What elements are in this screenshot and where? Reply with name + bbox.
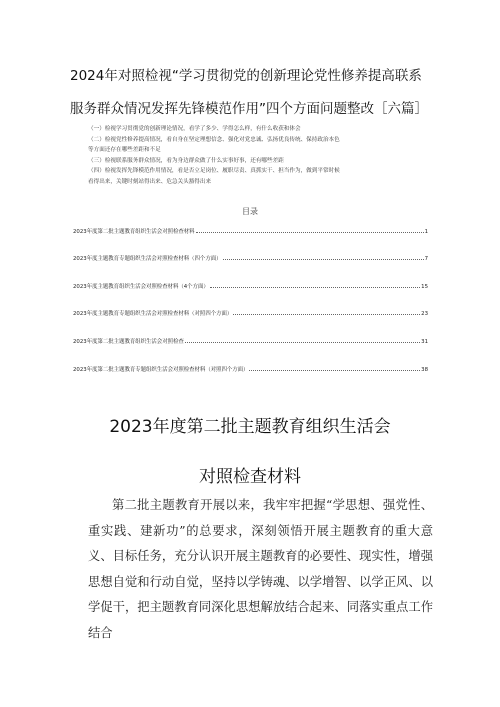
toc-entry-title: 2023年度主题教育专题组织生活会对照检查材料（四个方面） <box>73 256 222 262</box>
toc-entry-title: 2023年度第二批主题教育组织生活会对照检查 <box>73 339 184 345</box>
toc-entry-title: 2023年度第二批主题教育专题组织生活会对照检查材料（对照四个方面） <box>73 367 249 373</box>
toc-entry-page: 23 <box>421 311 428 317</box>
toc-entry[interactable] <box>73 335 428 345</box>
document-title-line-2: 服务群众情况发挥先锋模范作用”四个方面问题整改［六篇］ <box>70 101 428 117</box>
toc-entry-page: 15 <box>421 284 428 290</box>
toc-entry-title: 2023年度主题教育专题组织生活会对照检查材料（对照四个方面） <box>73 311 233 317</box>
toc-entry[interactable] <box>73 363 428 373</box>
intro-line: （二）检视党性修养提高情况，看自身在坚定理想信念、强化对党忠诚、弘扬优良传统、保持政治本色 <box>88 136 340 143</box>
toc-entry-page: 31 <box>421 339 428 345</box>
body-paragraph: 第二批主题教育开展以来，我牢牢把握“学思想、强党性、重实践、建新功”的总要求，深刻领悟开展主题教育的重大意义、目标任务，充分认识开展主题教育的必要性、现实性，增强思想自觉和行动自觉，坚持以学铸魂、以学增智、以学正风、以学促干，把主题教育同深化思想解放结合起来、同落实重点工作结合 <box>88 498 433 640</box>
document-title-line-1: 2024年对照检视“学习贯彻党的创新理论党性修养提高联系 <box>70 68 422 84</box>
toc-leader-dots <box>185 341 420 343</box>
toc-entry-page: 7 <box>424 256 428 262</box>
toc-entry[interactable] <box>73 225 428 235</box>
intro-line: （一）检视学习贯彻党的创新理论情况，看学了多少、学得怎么样，有什么收获和体会 <box>88 126 301 132</box>
toc-entry[interactable] <box>73 252 428 262</box>
toc-entry[interactable] <box>73 280 428 290</box>
toc-entry[interactable] <box>73 307 428 317</box>
toc-leader-dots <box>223 258 424 260</box>
intro-line: 看得出来，关键时刻站得出来、危急关头豁得出来 <box>88 178 212 185</box>
toc-leader-dots <box>210 286 420 288</box>
toc-entry-page: 38 <box>421 367 428 373</box>
section-title-line-2: 对照检查材料 <box>199 467 301 487</box>
toc-entry-title: 2023年度主题教育组织生活会对照检查材料（4个方面） <box>73 284 209 290</box>
intro-line: （三）检视联系服务群众情况，看为身边群众做了什么实事好事，还有哪些差距 <box>88 157 284 164</box>
section-title-line-1: 2023年度第二批主题教育组织生活会 <box>109 417 391 437</box>
intro-block <box>88 124 428 187</box>
toc-heading: 目录 <box>242 207 258 216</box>
toc-entry-title: 2023年度第二批主题教育组织生活会对照检查材料 <box>73 229 195 235</box>
toc-leader-dots <box>249 369 420 371</box>
toc-entry-page: 1 <box>424 229 428 235</box>
intro-line: 等方面还存在哪些差距和不足 <box>88 147 161 153</box>
toc-leader-dots <box>196 231 424 233</box>
intro-line: （四）检视发挥先锋模范作用情况，看是否立足岗位、履职尽责、真抓实干、担当作为，做到平常时候 <box>88 168 340 174</box>
toc-leader-dots <box>233 313 420 315</box>
